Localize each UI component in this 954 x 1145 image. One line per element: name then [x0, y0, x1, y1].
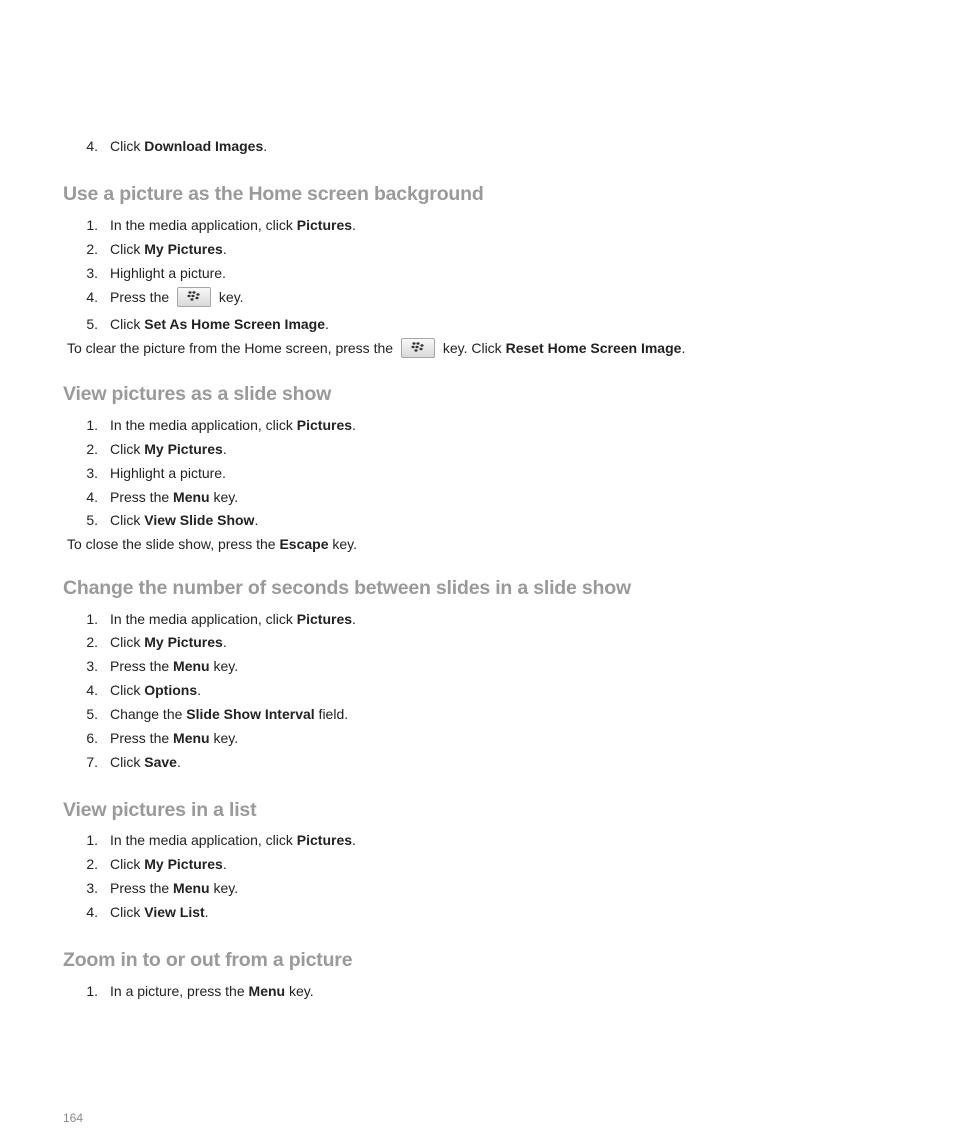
step-text: Highlight a picture. — [110, 265, 226, 281]
step-number: 5. — [86, 512, 98, 528]
step-number: 5. — [86, 706, 98, 722]
step-text: Click Download Images. — [110, 138, 268, 154]
step-number: 1. — [86, 832, 98, 848]
step-number: 1. — [86, 983, 98, 999]
step-text: In the media application, click Pictures. — [110, 832, 356, 848]
step-number: 2. — [86, 241, 98, 257]
step-number: 3. — [86, 658, 98, 674]
step-number: 4. — [86, 489, 98, 505]
step-number: 4. — [86, 289, 98, 305]
step-text: Press the key. — [110, 288, 244, 308]
step-number: 4. — [86, 904, 98, 920]
step-text: In the media application, click Pictures. — [110, 611, 356, 627]
section-note: To close the slide show, press the Escape key. — [67, 536, 358, 552]
step-text: Click Set As Home Screen Image. — [110, 316, 329, 332]
step-number: 1. — [86, 611, 98, 627]
section-heading-slide-interval: Change the number of seconds between slides in a slide show — [63, 577, 631, 599]
step-text: Click My Pictures. — [110, 856, 227, 872]
section-note: To clear the picture from the Home screen, press the key. Click Reset Home Screen Image. — [67, 339, 685, 359]
step-text: Press the Menu key. — [110, 730, 239, 746]
step-text: Click View Slide Show. — [110, 512, 259, 528]
step-number: 3. — [86, 880, 98, 896]
step-text: Highlight a picture. — [110, 465, 226, 481]
step-number: 4. — [86, 682, 98, 698]
menu-key-icon — [401, 338, 435, 358]
step-text: Click Options. — [110, 682, 202, 698]
step-text: In the media application, click Pictures. — [110, 417, 356, 433]
step-number: 5. — [86, 316, 98, 332]
step-number: 6. — [86, 730, 98, 746]
section-heading-zoom: Zoom in to or out from a picture — [63, 949, 353, 971]
section-heading-home-screen-background: Use a picture as the Home screen background — [63, 183, 484, 205]
step-number: 2. — [86, 441, 98, 457]
step-text: Press the Menu key. — [110, 880, 239, 896]
section-heading-slide-show: View pictures as a slide show — [63, 383, 332, 405]
step-text: Press the Menu key. — [110, 658, 239, 674]
step-number: 1. — [86, 417, 98, 433]
step-number: 4. — [86, 138, 98, 154]
step-number: 2. — [86, 634, 98, 650]
menu-key-icon — [177, 287, 211, 307]
step-number: 7. — [86, 754, 98, 770]
step-text: In the media application, click Pictures. — [110, 217, 356, 233]
step-text: Change the Slide Show Interval field. — [110, 706, 349, 722]
section-heading-list-view: View pictures in a list — [63, 799, 257, 821]
step-text: Press the Menu key. — [110, 489, 239, 505]
step-number: 3. — [86, 265, 98, 281]
step-text: In a picture, press the Menu key. — [110, 983, 314, 999]
page-number: 164 — [63, 1111, 84, 1125]
step-number: 2. — [86, 856, 98, 872]
step-number: 1. — [86, 217, 98, 233]
step-text: Click My Pictures. — [110, 441, 227, 457]
step-number: 3. — [86, 465, 98, 481]
step-text: Click My Pictures. — [110, 634, 227, 650]
step-text: Click Save. — [110, 754, 181, 770]
step-text: Click View List. — [110, 904, 209, 920]
step-text: Click My Pictures. — [110, 241, 227, 257]
